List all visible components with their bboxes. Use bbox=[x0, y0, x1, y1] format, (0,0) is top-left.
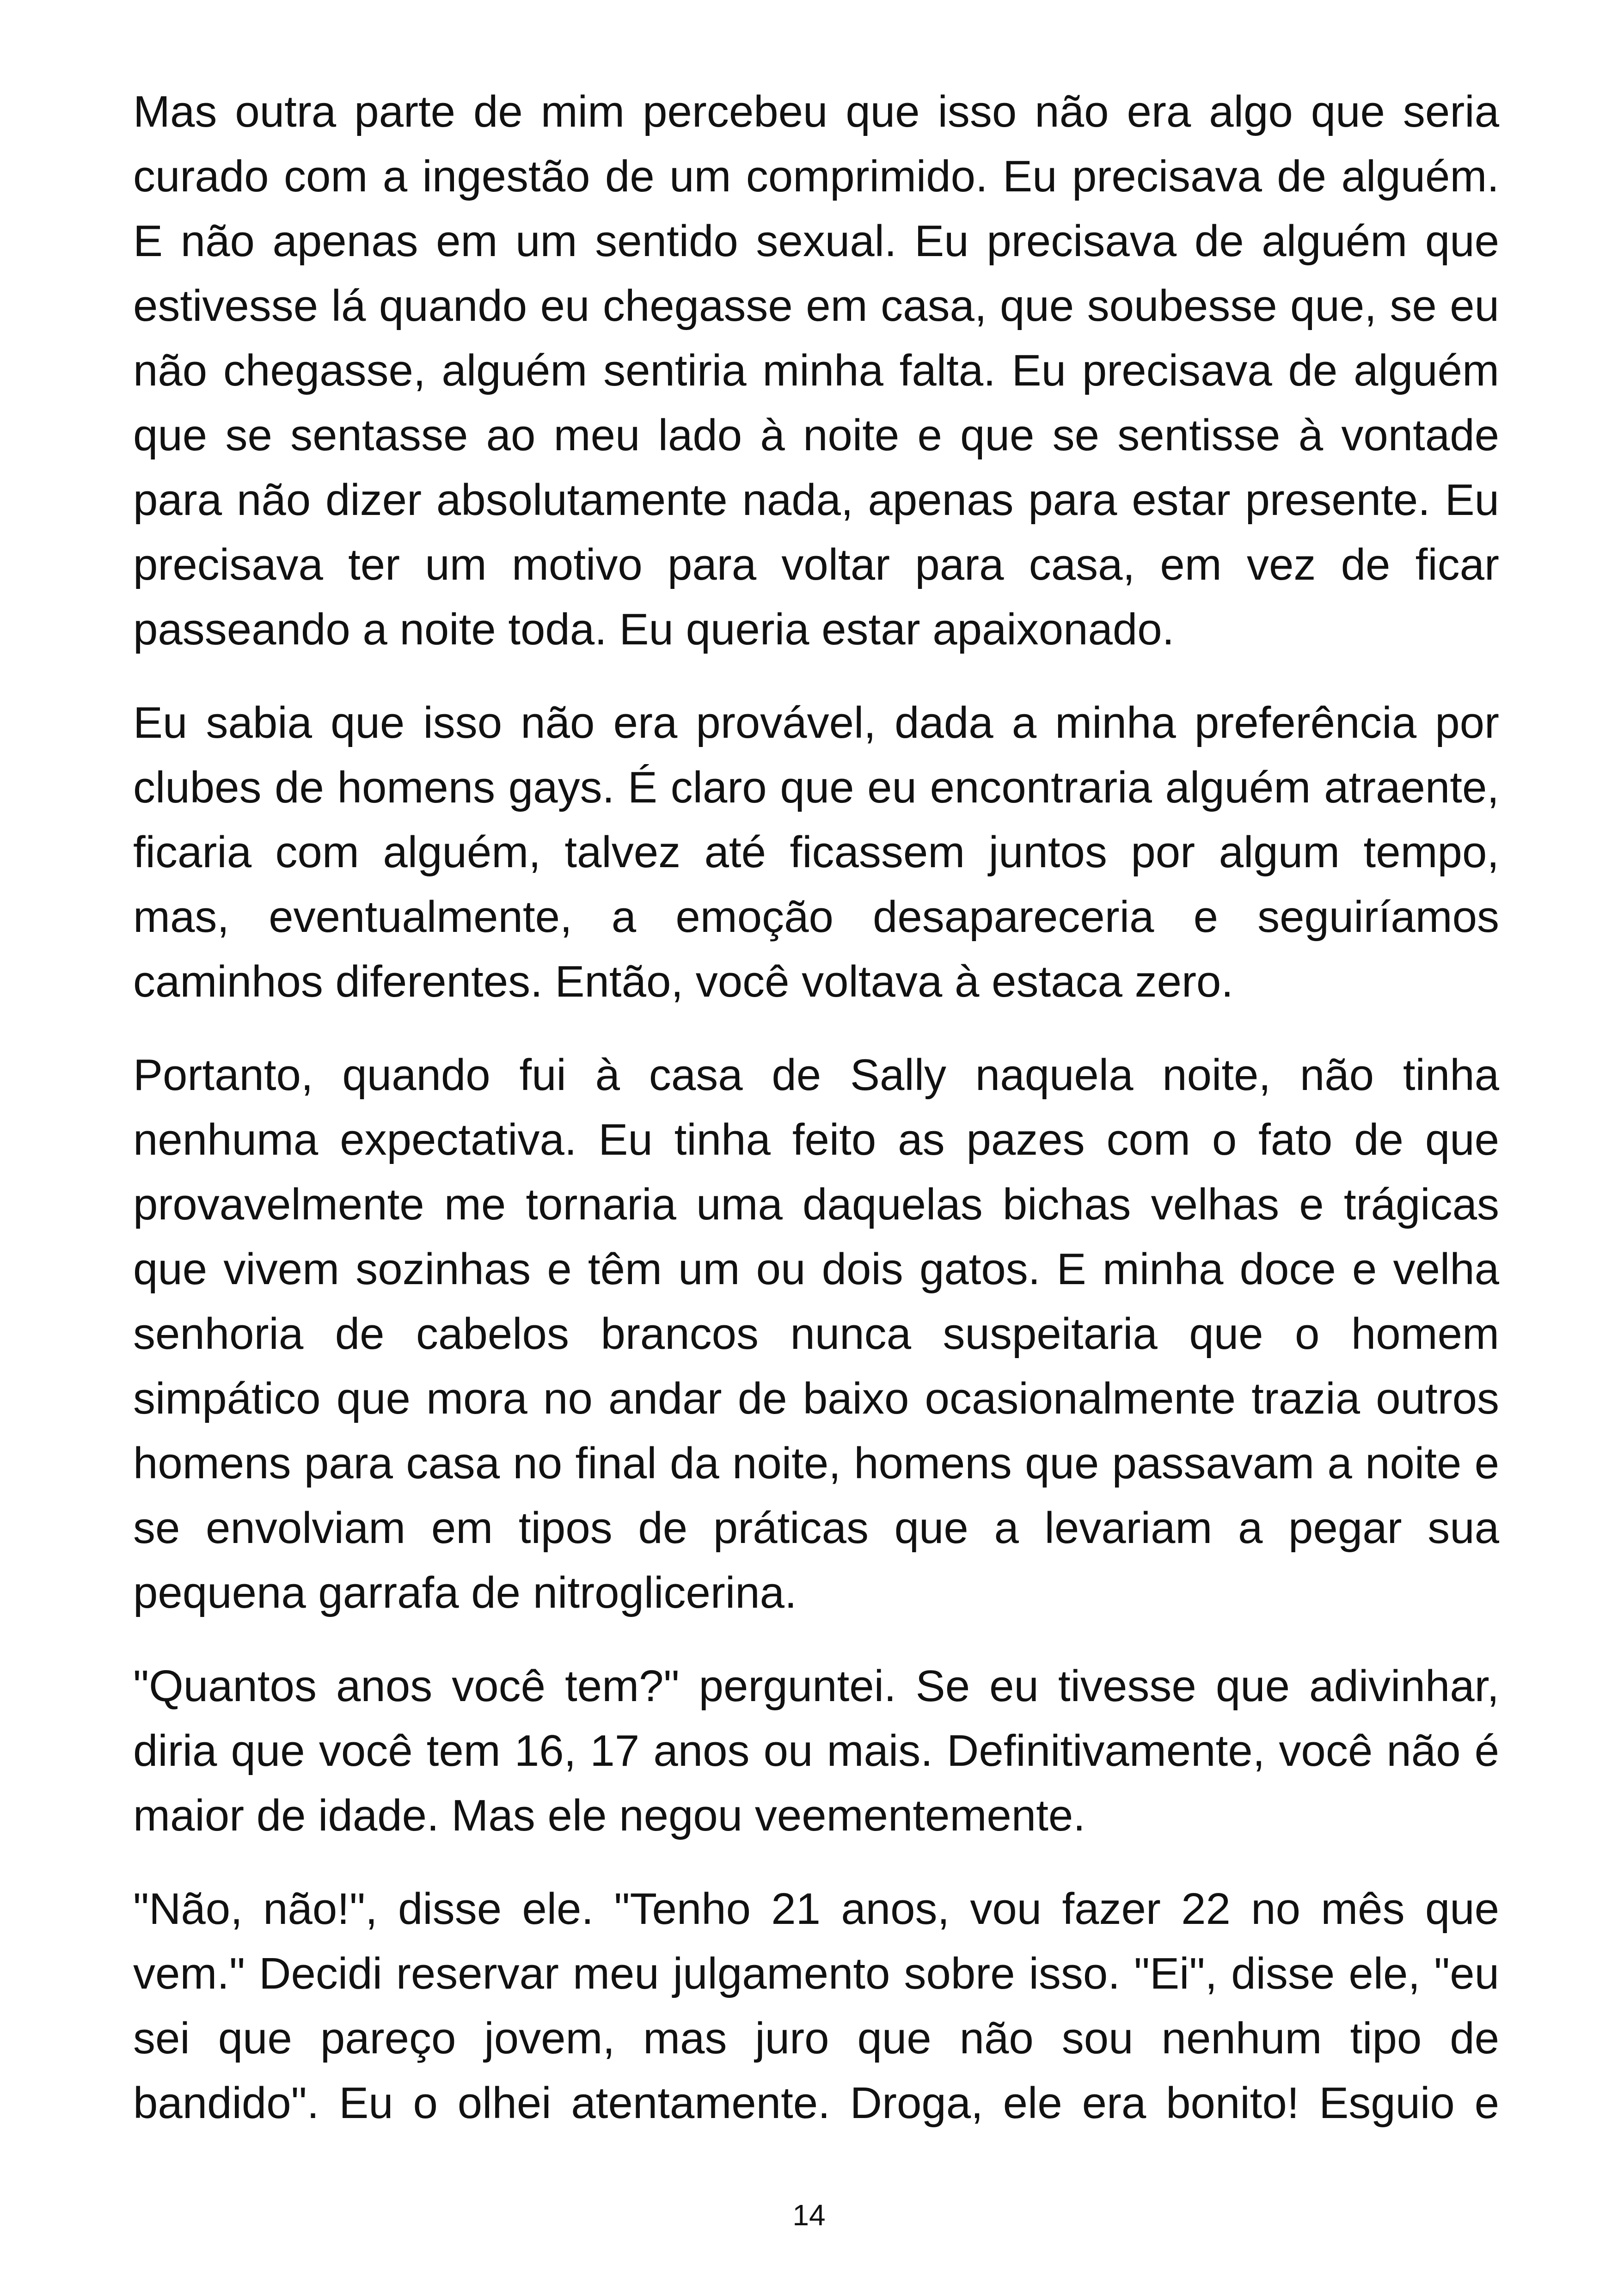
paragraph-1: Mas outra parte de mim percebeu que isso não era algo que seria curado com a ingestão de um comprimido. Eu precisava de alguém. E não apenas em um sentido sexual. Eu precisava de alguém que estivesse lá quando eu chegasse em casa, que soubesse que, se eu não chegasse, alguém sentiria minha falta. Eu precisava de alguém que se sentasse ao meu lado à noite e que se sentisse à vontade para não dizer absolutamente nada, apenas para estar presente. Eu precisava ter um motivo para voltar para casa, em vez de ficar passeando a noite toda. Eu queria estar apaixonado. bbox=[133, 87, 1499, 654]
paragraph-5: "Não, não!", disse ele. "Tenho 21 anos, vou fazer 22 no mês que vem." Decidi reservar meu julgamento sobre isso. "Ei", disse ele, "eu sei que pareço jovem, mas juro que não sou nenhum tipo de bandido". Eu o olhei atentamente. Droga, ele era bonito! Esguio e bbox=[133, 1884, 1499, 2128]
body-text bbox=[133, 80, 1499, 2164]
paragraph-4: "Quantos anos você tem?" perguntei. Se eu tivesse que adivinhar, diria que você tem 16, 17 anos ou mais. Definitivamente, você não é maior de idade. Mas ele negou veementemente. bbox=[133, 1661, 1499, 1840]
paragraph-2: Eu sabia que isso não era provável, dada a minha preferência por clubes de homens gays. É claro que eu encontraria alguém atraente, ficaria com alguém, talvez até ficassem juntos por algum tempo, mas, eventualmente, a emoção desapareceria e seguiríamos caminhos diferentes. Então, você voltava à estaca zero. bbox=[133, 698, 1499, 1006]
page-number: 14 bbox=[792, 2198, 826, 2232]
paragraph-3: Portanto, quando fui à casa de Sally naquela noite, não tinha nenhuma expectativa. Eu tinha feito as pazes com o fato de que provavelmente me tornaria uma daquelas bichas velhas e trágicas que vivem sozinhas e têm um ou dois gatos. E minha doce e velha senhoria de cabelos brancos nunca suspeitaria que o homem simpático que mora no andar de baixo ocasionalmente trazia outros homens para casa no final da noite, homens que passavam a noite e se envolviam em tipos de práticas que a levariam a pegar sua pequena garrafa de nitroglicerina. bbox=[133, 1050, 1499, 1617]
